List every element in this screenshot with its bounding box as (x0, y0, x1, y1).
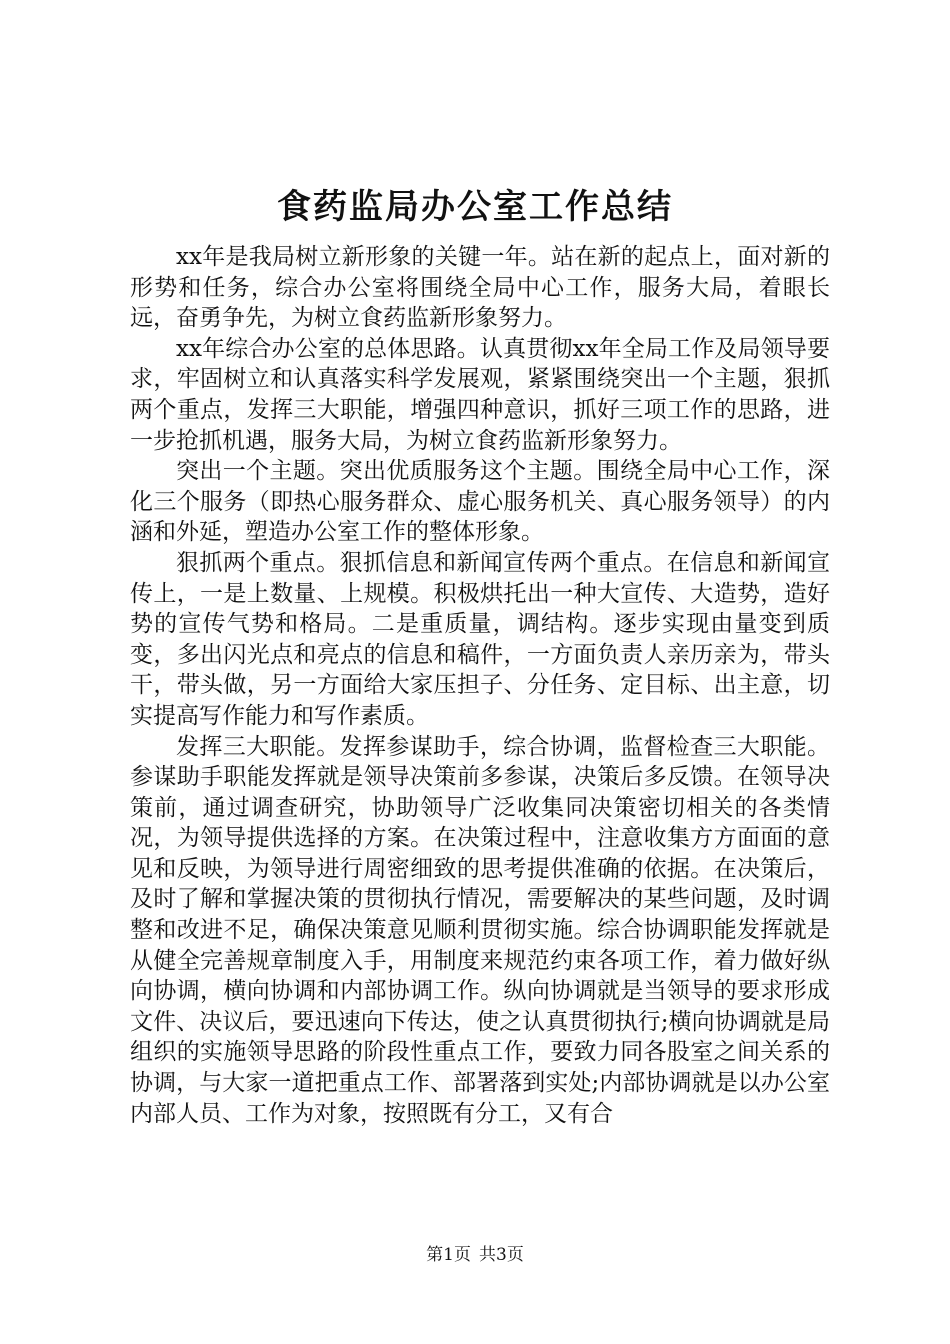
document-body (130, 242, 830, 1129)
paragraph-two-priorities: 狠抓两个重点。狠抓信息和新闻宣传两个重点。在信息和新闻宣传上，一是上数量、上规模。积极烘托出一种大宣传、大造势，造好势的宣传气势和格局。二是重质量，调结构。逐步实现由量变到质变，多出闪光点和亮点的信息和稿件，一方面负责人亲历亲为，带头干，带头做，另一方面给大家压担子、分任务、定目标、出主意，切实提高写作能力和写作素质。 (130, 549, 830, 729)
page-number: 第1页 (426, 1245, 471, 1265)
paragraph-overall-approach: xx年综合办公室的总体思路。认真贯彻xx年全局工作及局领导要求，牢固树立和认真落实科学发展观，紧紧围绕突出一个主题，狠抓两个重点，发挥三大职能，增强四种意识，抓好三项工作的思路，进一步抢抓机遇，服务大局，为树立食药监新形象努力。 (130, 335, 830, 454)
paragraph-one-theme: 突出一个主题。突出优质服务这个主题。围绕全局中心工作，深化三个服务（即热心服务群众、虚心服务机关、真心服务领导）的内涵和外延，塑造办公室工作的整体形象。 (130, 458, 830, 546)
paragraph-intro: xx年是我局树立新形象的关键一年。站在新的起点上，面对新的形势和任务，综合办公室将围绕全局中心工作，服务大局，着眼长远，奋勇争先，为树立食药监新形象努力。 (130, 244, 830, 332)
paragraph-three-functions: 发挥三大职能。发挥参谋助手，综合协调，监督检查三大职能。参谋助手职能发挥就是领导决策前多参谋，决策后多反馈。在领导决策前，通过调查研究，协助领导广泛收集同决策密切相关的各类情况，为领导提供选择的方案。在决策过程中，注意收集方方面面的意见和反映，为领导进行周密细致的思考提供准确的依据。在决策后，及时了解和掌握决策的贯彻执行情况，需要解决的某些问题，及时调整和改进不足，确保决策意见顺利贯彻实施。综合协调职能发挥就是从健全完善规章制度入手，用制度来规范约束各项工作，着力做好纵向协调，横向协调和内部协调工作。纵向协调就是当领导的要求形成文件、决议后，要迅速向下传达，使之认真贯彻执行;横向协调就是局组织的实施领导思路的阶段性重点工作，要致力同各股室之间关系的协调，与大家一道把重点工作、部署落到实处;内部协调就是以办公室内部人员、工作为对象，按照既有分工，又有合 (130, 733, 830, 1127)
page-footer (0, 1243, 950, 1267)
page-total: 共3页 (479, 1245, 524, 1265)
document-title: 食药监局办公室工作总结 (277, 187, 673, 227)
